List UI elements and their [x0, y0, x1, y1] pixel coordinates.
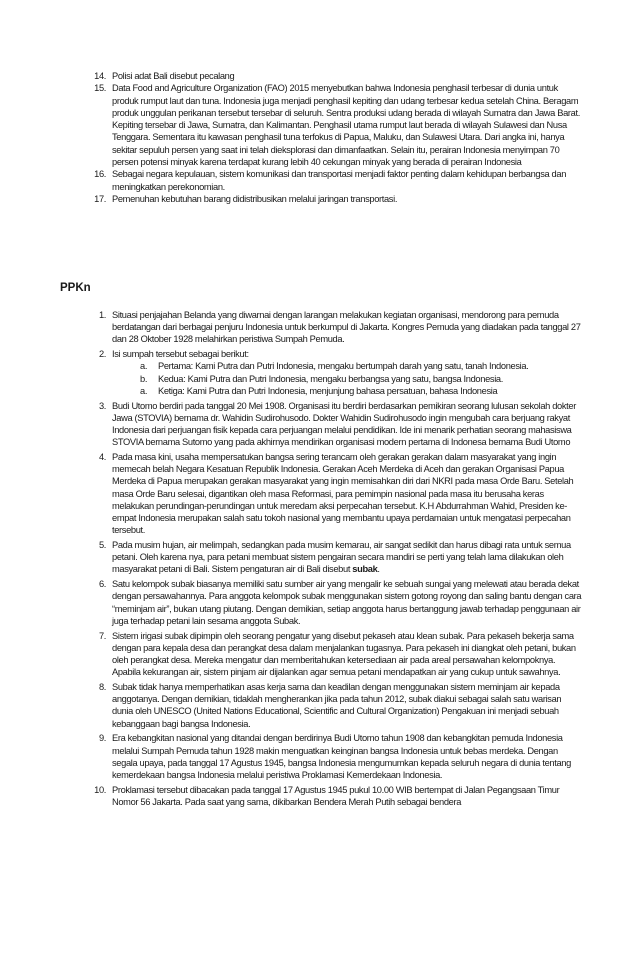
sub-text: Kedua: Kami Putra dan Putri Indonesia, mengaku berbangsa yang satu, bangsa Indonesia.: [158, 373, 503, 384]
item-number: 4.: [98, 452, 106, 463]
item-number: 10.: [94, 784, 106, 795]
list-item: [82, 784, 584, 808]
list-item: [82, 681, 584, 730]
oath-sublist: [112, 360, 584, 397]
sub-letter: a.: [140, 385, 148, 396]
ppkn-numbered-list: [82, 309, 584, 811]
item-text: Sebagai negara kepulauan, sistem komunikasi dan transportasi menjadi faktor penting dalam kehidupan berbangsa dan meningkatkan perekonomian.: [112, 169, 567, 192]
list-item: [82, 451, 584, 536]
list-item: [82, 168, 582, 193]
item-text: Polisi adat Bali disebut pecalang: [112, 71, 235, 81]
list-item: [82, 193, 582, 205]
item-number: 7.: [98, 630, 106, 641]
item-text: Isi sumpah tersebut sebagai berikut:: [112, 349, 249, 360]
item-number: 1.: [98, 310, 106, 320]
item-text: Pemenuhan kebutuhan barang didistribusikan melalui jaringan transportasi.: [112, 193, 398, 204]
item-text: Pada masa kini, usaha mempersatukan bangsa sering terancam oleh gerakan gerakan dalam masyarakat yang ingin memecah belah Negara Kesatuan Republik Indonesia. Gerakan Aceh Merdeka di Aceh dan gerakan Organisasi Papua Merdeka di Papua merupakan gerakan masyarakat yang ingin memisahkan diri dari NKRI pada masa Orde Baru. Setelah masa Orde Baru selesai, digantikan oleh masa Reformasi, para pemimpin nasional pada masa itu berusaha keras melakukan perundingan-perundingan untuk meredam aksi perpecahan tersebut. K.H Abdurrahman Wahid, Presiden ke-empat Indonesia merupakan salah satu tokoh nasional yang membantu upaya perdamaian untuk mengatasi perpecahan tersebut.: [112, 452, 574, 536]
item-number: 14.: [94, 71, 106, 81]
sublist-item: [112, 385, 584, 397]
item-text: Sistem irigasi subak dipimpin oleh seorang pengatur yang disebut pekaseh atau klean subak. Para pekaseh bekerja sama dengan para kepala desa dan perangkat desa dalam menjalankan tugasnya. Para pekaseh ini diangkat oleh petani, bukan oleh perangkat desa. Mereka mengatur dan memberitahukan ketersediaan air pada areal persawahan kelompoknya. Apabila kekurangan air, sistem pinjam air dijalankan agar semua petani mendapatkan air yang cukup untuk sawahnya.: [112, 630, 576, 678]
sub-letter: a.: [140, 361, 148, 372]
item-text: Subak tidak hanya memperhatikan asas kerja sama dan keadilan dengan menggunakan sistem meminjam air kepada anggotanya. Dengan demikian, tidaklah mengherankan jika pada tahun 2012, subak diakui sebagai salah satu warisan dunia oleh UNESCO (United Nations Educational, Scientific and Cultural Organization) Pengakuan ini menjadi sebuah kebanggaan bagi bangsa Indonesia.: [112, 682, 562, 729]
sub-text: Pertama: Kami Putra dan Putri Indonesia, mengaku bertumpah darah yang satu, tanah Indonesia.: [158, 361, 529, 372]
item-number: 15.: [94, 83, 106, 94]
sublist-item: [112, 360, 584, 372]
sub-text: Ketiga: Kami Putra dan Putri Indonesia, menjunjung bahasa persatuan, bahasa Indonesia: [158, 385, 498, 396]
numbered-list-continued: [82, 70, 582, 205]
sub-letter: b.: [140, 373, 148, 384]
list-item: [82, 630, 584, 679]
item-number: 5.: [98, 540, 106, 551]
item-text: Situasi penjajahan Belanda yang diwarnai dengan larangan melakukan kegiatan organisasi, mendorong para pemuda berdatangan dari berbagai penjuru Indonesia untuk berkumpul di Jakarta. Kongres Pemuda yang diadakan pada tanggal 27 dan 28 Oktober 1928 melahirkan peristiwa Sumpah Pemuda.: [112, 310, 581, 345]
subak-term: subak: [352, 564, 378, 575]
item-text: Proklamasi tersebut dibacakan pada tanggal 17 Agustus 1945 pukul 10.00 WIB bertempat di Jalan Pegangsaan Timur Nomor 56 Jakarta. Pada saat yang sama, dikibarkan Bendera Merah Putih sebagai bendera: [112, 784, 560, 808]
item-text-body: Pada musim hujan, air melimpah, sedangkan pada musim kemarau, air sangat sedikit dan harus dibagi rata untuk semua petani. Oleh karena nya, para petani membuat sistem pengairan secara mandiri se perti yang telah lama dilakukan oleh masyarakat petani di Bali. Sistem pengaturan air di Bali disebut: [112, 540, 571, 575]
item-text: Satu kelompok subak biasanya memiliki satu sumber air yang mengalir ke sebuah sungai yang melewati atau berada dekat dengan persawahannya. Para anggota kelompok subak menggunakan sistem gotong royong dan saling bantu dengan cara “meminjam air”, bukan utang piutang. Dengan demikian, setiap anggota harus bertanggung jawab terhadap penggunaan air juga terhadap petani lain sesama anggota Subak.: [112, 579, 582, 626]
item-number: 8.: [98, 682, 106, 693]
list-item: [82, 82, 582, 168]
list-item: [82, 539, 584, 576]
item-number: 6.: [98, 579, 106, 590]
item-text: Era kebangkitan nasional yang ditandai dengan berdirinya Budi Utomo tahun 1908 dan kebangkitan pemuda Indonesia melalui Sumpah Pemuda tahun 1928 makin menguatkan keinginan bangsa Indonesia untuk bebas merdeka. Dengan segala upaya, pada tanggal 17 Agustus 1945, bangsa Indonesia mengumumkan kepada seluruh negara di dunia tentang kemerdekaan bangsa Indonesia melalui peristiwa Proklamasi Kemerdekaan Indonesia.: [112, 733, 571, 781]
item-text: [112, 539, 584, 576]
list-item: [82, 578, 584, 627]
list-item: [82, 732, 584, 781]
list-item: [82, 348, 584, 397]
section-heading: PPKn: [60, 282, 91, 294]
item-number: 2.: [98, 349, 106, 360]
item-text: Data Food and Agriculture Organization (FAO) 2015 menyebutkan bahwa Indonesia penghasil terbesar di dunia untuk produk rumput laut dan tuna. Indonesia juga menjadi penghasil kepiting dan udang terbesar kedua setelah China. Beragam produk unggulan perikanan tersebut tersebar di seluruh. Sentra produksi udang berada di wilayah Sumatra dan Jawa Barat. Kepiting tersebar di Jawa, Sumatra, dan Kalimantan. Penghasil utama rumput laut berada di wilayah Sulawesi dan Nusa Tenggara. Sementara itu kawasan penghasil tuna terfokus di Papua, Maluku, dan Sulawesi Utara. Dari angka ini, hanya sekitar sepuluh persen yang saat ini telah dieksplorasi dan dimanfaatkan. Selain itu, perairan Indonesia menyimpan 70 persen potensi minyak karena terdapat kurang lebih 40 cekungan minyak yang berada di perairan Indonesia: [112, 83, 580, 168]
item-number: 9.: [98, 733, 106, 744]
item-text-end: .: [377, 564, 380, 575]
item-text: Budi Utomo berdiri pada tanggal 20 Mei 1908. Organisasi itu berdiri berdasarkan pemikiran seorang lulusan sekolah dokter Jawa (STOVIA) bernama dr. Wahidin Sudirohusodo. Dokter Wahidin Sudirohusodo ingin mengubah cara berjuang rakyat Indonesia dari perjuangan fisik kepada cara perjuangan melalui pendidikan. Ide ini menarik perhatian seorang mahasiswa STOVIA bernama Sutomo yang pada akhirnya mendirikan organisasi modern pertama di Indonesa bernama Budi Utomo: [112, 400, 576, 448]
list-item: [82, 70, 582, 82]
item-number: 16.: [94, 169, 106, 180]
item-number: 3.: [98, 400, 106, 411]
list-item: [82, 400, 584, 449]
item-number: 17.: [94, 193, 106, 204]
sublist-item: [112, 373, 584, 385]
list-item: [82, 309, 584, 346]
